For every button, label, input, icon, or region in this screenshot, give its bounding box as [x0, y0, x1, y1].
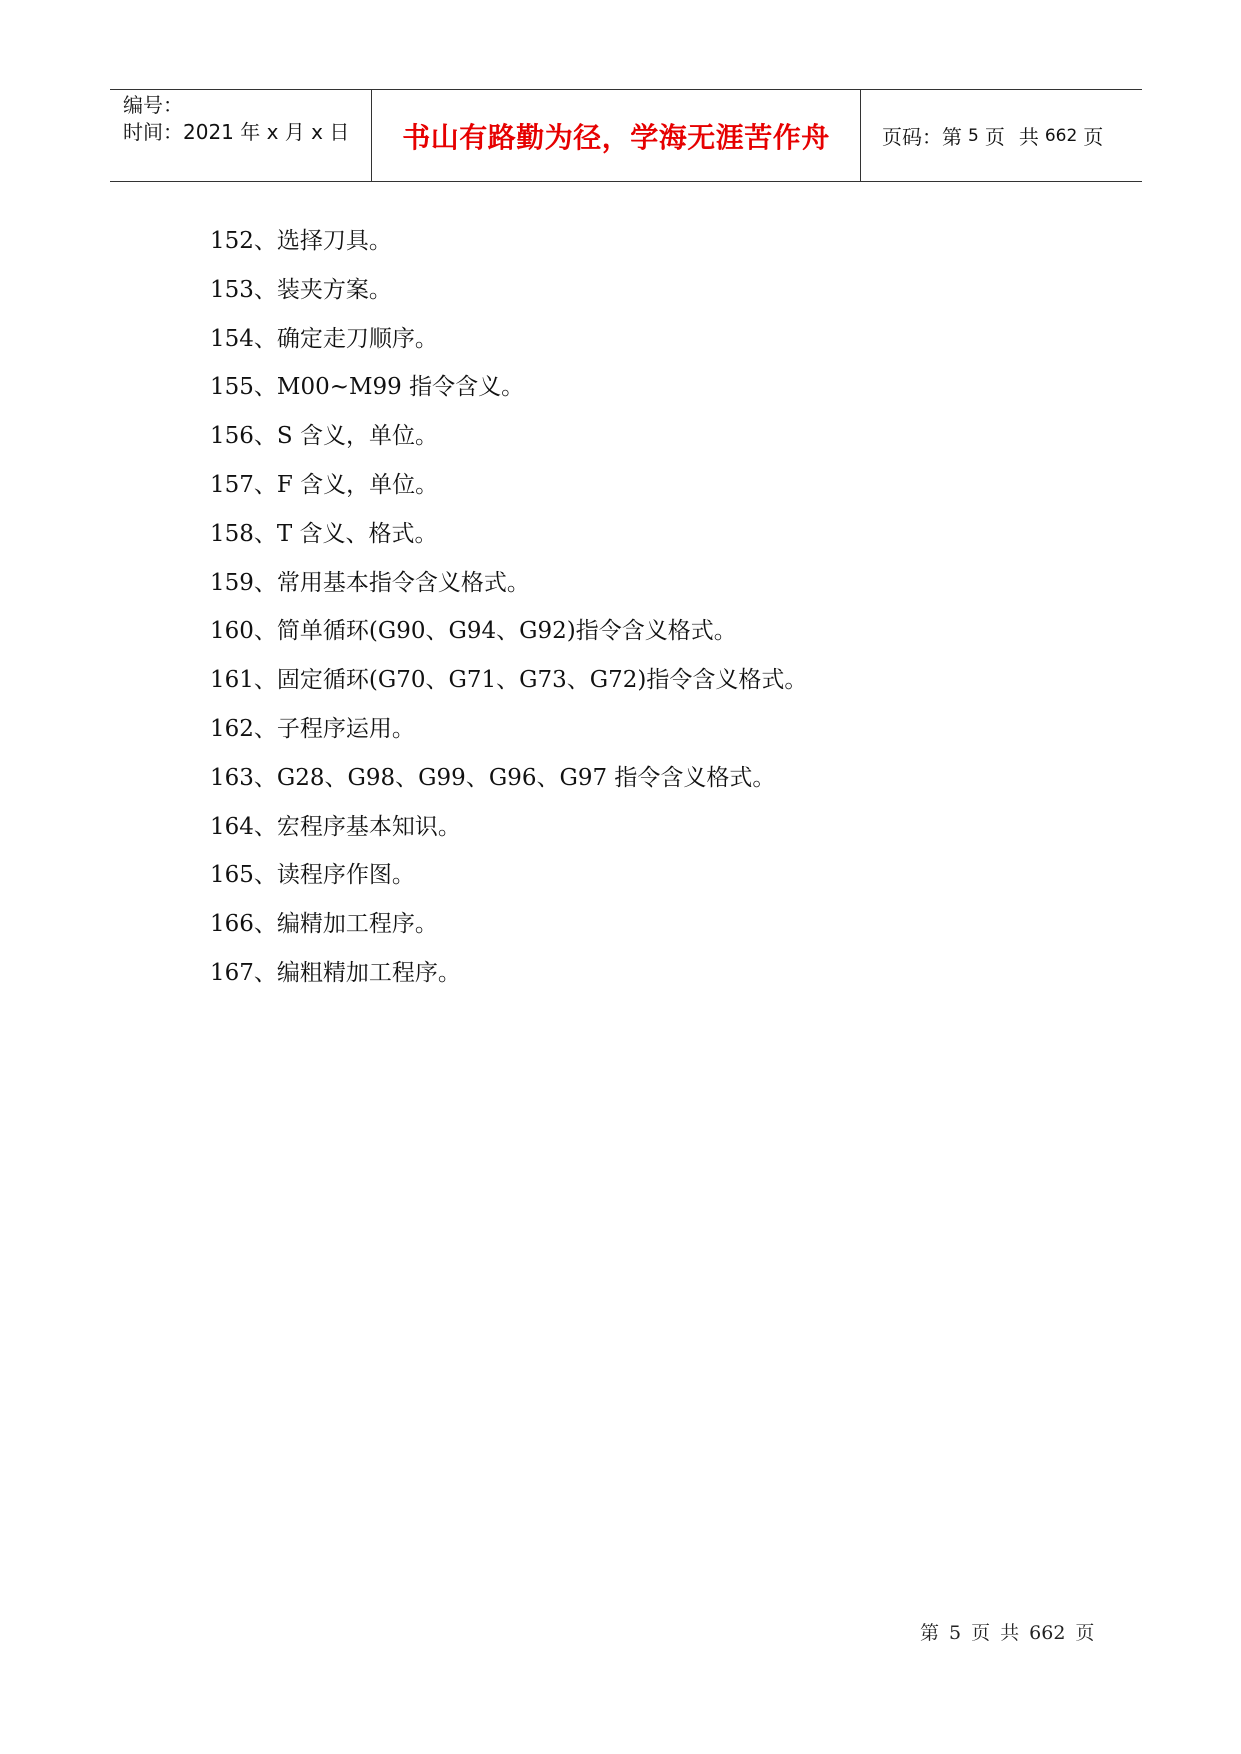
header-total-prefix: 共 — [1018, 125, 1039, 149]
header-motto-cell — [372, 90, 861, 181]
list-item: 156、S 含义，单位。 — [210, 423, 438, 450]
list-item: 160、简单循环(G90、G94、G92)指令含义格式。 — [210, 618, 737, 645]
list-item: 154、确定走刀顺序。 — [210, 325, 438, 352]
list-item: 162、子程序运用。 — [210, 715, 415, 742]
list-item: 165、读程序作图。 — [210, 862, 415, 889]
list-item: 163、G28、G98、G99、G96、G97 指令含义格式。 — [210, 764, 776, 791]
header-page-total: 662 — [1044, 125, 1078, 146]
list-item: 158、T 含义、格式。 — [210, 520, 438, 547]
header-page-unit: 页 — [984, 125, 1005, 149]
header-info-cell — [110, 90, 372, 181]
footer-page-total: 662 — [1029, 1622, 1066, 1644]
header-total-unit: 页 — [1083, 125, 1104, 149]
header-page-cell — [860, 90, 1142, 181]
footer-prefix: 第 — [920, 1622, 940, 1644]
document-date: 时间：2021 年 x 月 x 日 — [123, 120, 350, 144]
list-item: 159、常用基本指令含义格式。 — [210, 569, 530, 596]
page-footer — [920, 1618, 1094, 1645]
list-item: 164、宏程序基本知识。 — [210, 813, 461, 840]
document-number-label: 编号： — [123, 93, 183, 117]
header-page-prefix: 页码：第 — [882, 125, 962, 149]
list-item: 167、编粗精加工程序。 — [210, 959, 461, 986]
list-item: 153、装夹方案。 — [210, 276, 392, 303]
list-item: 161、固定循环(G70、G71、G73、G72)指令含义格式。 — [210, 667, 808, 694]
list-item: 157、F 含义，单位。 — [210, 471, 439, 498]
header-motto: 书山有路勤为径，学海无涯苦作舟 — [402, 120, 830, 154]
page-header — [110, 89, 1142, 182]
list-item: 152、选择刀具。 — [210, 228, 392, 254]
header-page-current: 5 — [968, 125, 979, 146]
question-list — [210, 217, 807, 998]
footer-total-prefix: 共 — [1000, 1622, 1020, 1644]
footer-unit: 页 — [971, 1622, 991, 1644]
list-item: 155、M00~M99 指令含义。 — [210, 374, 525, 401]
list-item: 166、编精加工程序。 — [210, 911, 438, 938]
footer-page-current: 5 — [949, 1622, 962, 1644]
footer-total-unit: 页 — [1075, 1622, 1095, 1644]
